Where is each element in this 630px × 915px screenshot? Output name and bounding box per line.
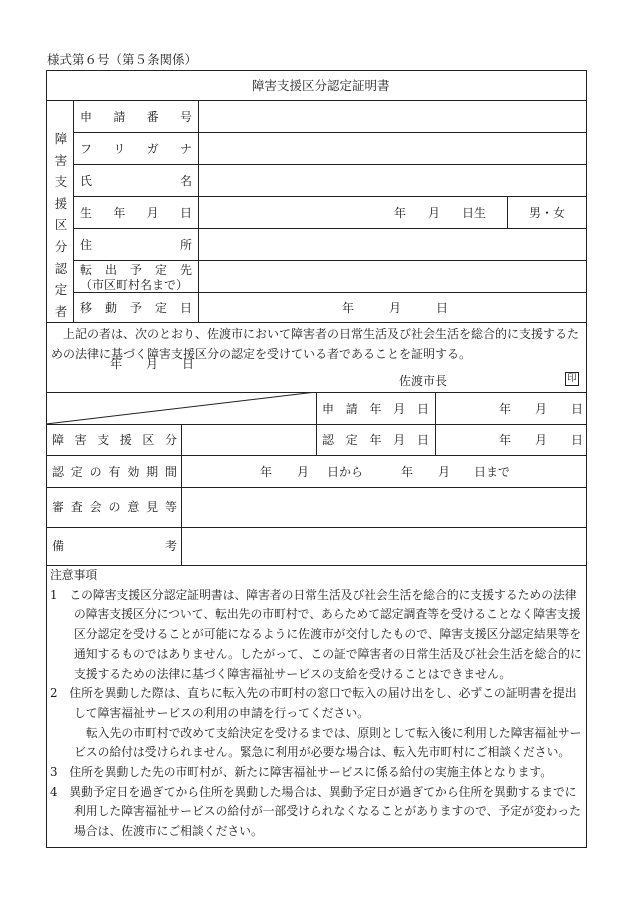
- address-field[interactable]: [199, 229, 586, 260]
- application-day-unit: 日: [571, 402, 584, 416]
- transfer-destination-field[interactable]: [199, 261, 586, 292]
- disability-category-label: 障 害 支 援 区 分: [52, 433, 177, 447]
- notes-heading: 注意事項: [50, 568, 98, 582]
- diagonal-line: [46, 392, 317, 425]
- applicant-side-label: 障 害 支 援 区 分 認 定 者: [54, 131, 68, 319]
- application-year-unit: 年: [499, 402, 512, 416]
- name-label: 氏 名: [80, 174, 192, 188]
- furigana-field[interactable]: [199, 133, 586, 164]
- gender-option[interactable]: 男・女: [529, 206, 566, 220]
- remarks-label: 備 考: [52, 539, 177, 553]
- validity-start-day-unit: 日から: [327, 465, 364, 479]
- move-year-unit: 年: [342, 301, 355, 315]
- review-board-opinion-label: 審 査 会 の 意 見 等: [52, 500, 177, 514]
- remarks-field[interactable]: [182, 528, 586, 565]
- cert-month-unit: 月: [146, 357, 159, 371]
- validity-start-year-unit: 年: [260, 465, 273, 479]
- validity-period-label: 認 定 の 有 効 期 間: [52, 465, 177, 479]
- validity-end-month-unit: 月: [438, 465, 451, 479]
- name-field[interactable]: [199, 165, 586, 196]
- mayor-title: 佐渡市長: [399, 374, 448, 388]
- note-item: 4 異動予定日を過ぎてから住所を異動した場合は、異動予定日が過ぎてから住所を異動するまでに利用した障害福祉サービスの給付が一部受けられなくなることがありますので、予定が変わった場合は、佐渡市にご相談ください。: [50, 784, 581, 839]
- note-item: 1 この障害支援区分認定証明書は、障害者の日常生活及び社会生活を総合的に支援するための法律の障害支援区分について、転出先の市町村で、あらためて認定調査等を受けることなく障害支援区分認定を受けることが可能になるように佐渡市が交付したもので、障害支援区分認定結果等を通知するものではありません。したがって、この証で障害者の日常生活及び社会生活を総合的に支援するための法律に基づく障害福祉サービスの支給を受けることはできません。: [50, 587, 582, 681]
- cert-date-month-unit: 月: [535, 433, 548, 447]
- disability-category-field[interactable]: [182, 425, 315, 455]
- application-date-label: 申 請 年 月 日: [322, 402, 429, 416]
- validity-end-day-unit: 日まで: [474, 465, 511, 479]
- birth-year-unit: 年: [394, 206, 407, 220]
- cert-date-day-unit: 日: [571, 433, 584, 447]
- move-month-unit: 月: [389, 301, 402, 315]
- address-label: 住 所: [80, 238, 192, 252]
- notes-section: [50, 566, 584, 842]
- move-day-unit: 日: [436, 301, 449, 315]
- cert-date-year-unit: 年: [499, 433, 512, 447]
- note-item: 転入先の市町村で改めて支給決定を受けるまでは、原則として転入後に利用した障害福祉サービスの給付は受けられません。緊急に利用が必要な場合は、転入先市町村にご相談ください。: [74, 725, 582, 760]
- application-month-unit: 月: [535, 402, 548, 416]
- birth-day-unit: 日生: [462, 206, 487, 220]
- validity-end-year-unit: 年: [401, 465, 414, 479]
- form-number: 様式第６号（第５条関係）: [47, 52, 198, 67]
- move-date-label: 移 動 予 定 日: [80, 301, 192, 315]
- certification-statement: 上記の者は、次のとおり、佐渡市において障害者の日常生活及び社会生活を総合的に支援するための法律に基づく障害支援区分の認定を受けている者であることを証明する。: [51, 327, 580, 361]
- cert-date-label: 認 定 年 月 日: [322, 433, 429, 447]
- application-number-label: 申 請 番 号: [80, 110, 192, 124]
- document-title: 障害支援区分認定証明書: [252, 78, 390, 93]
- note-item: 3 住所を異動した先の市町村が、新たに障害福祉サービスに係る給付の実施主体となります。: [50, 765, 553, 780]
- furigana-label: フ リ ガ ナ: [80, 142, 192, 156]
- validity-start-month-unit: 月: [297, 465, 310, 479]
- seal-mark: 印: [565, 372, 579, 386]
- cert-day-unit: 日: [182, 357, 195, 371]
- note-item: 2 住所を異動した際は、直ちに転入先の市町村の窓口で転入の届け出をし、必ずこの証明書を提出して障害福祉サービスの利用の申請を行ってください。: [50, 686, 577, 720]
- transfer-destination-sublabel: （市区町村名まで）: [80, 278, 189, 292]
- cert-year-unit: 年: [110, 357, 123, 371]
- application-number-field[interactable]: [199, 101, 586, 132]
- birth-date-label: 生 年 月 日: [80, 206, 192, 220]
- review-board-opinion-field[interactable]: [182, 488, 586, 527]
- birth-month-unit: 月: [428, 206, 441, 220]
- transfer-destination-label: 転 出 予 定 先: [80, 263, 192, 277]
